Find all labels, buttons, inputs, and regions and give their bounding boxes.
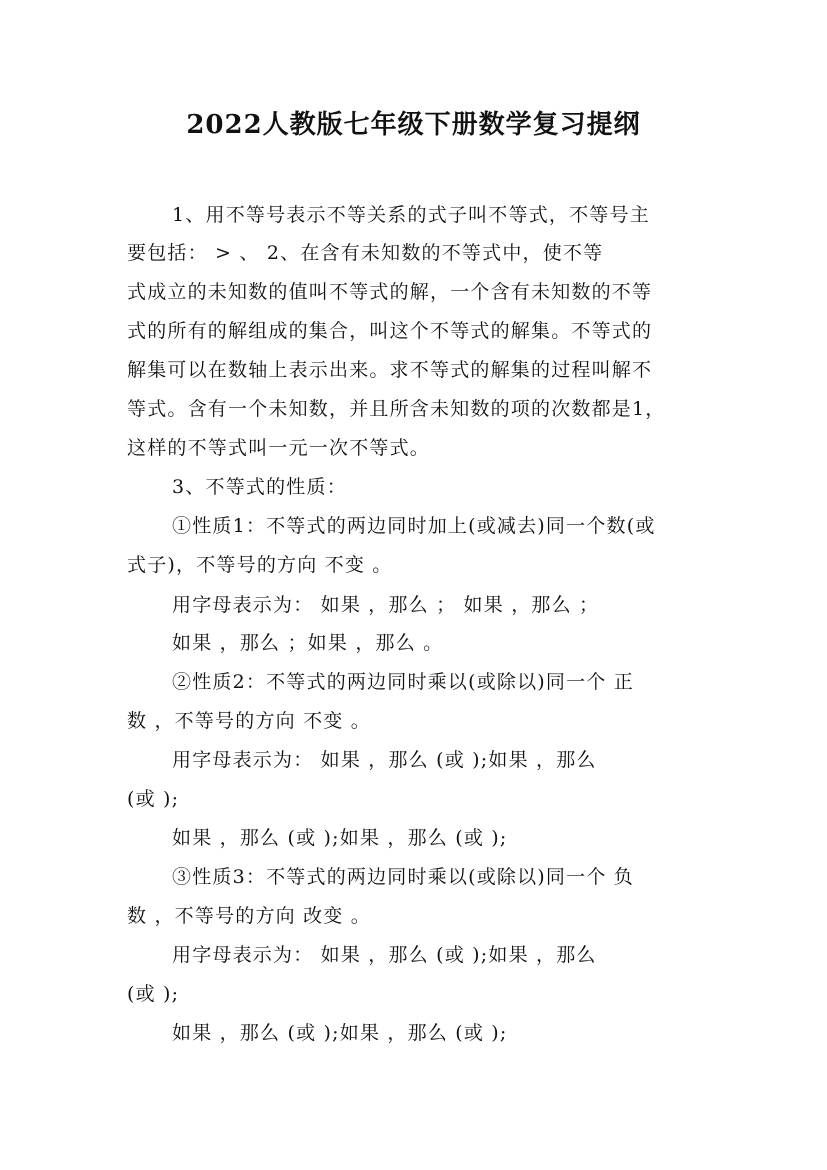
paragraph-line: 用字母表示为： 如果 ，那么 ； 如果 ，那么 ； xyxy=(172,594,600,616)
paragraph-line: (或 ); xyxy=(127,788,180,810)
paragraph-line: 式成立的未知数的值叫不等式的解，一个含有未知数的不等 xyxy=(127,281,653,303)
paragraph-line: 如果 ，那么 (或 );如果 ，那么 (或 ); xyxy=(172,1022,508,1044)
paragraph-line: 式的所有的解组成的集合，叫这个不等式的解集。不等式的 xyxy=(127,320,653,342)
paragraph-line: 这样的不等式叫一元一次不等式。 xyxy=(127,437,431,459)
paragraph-line: 用字母表示为： 如果 ，那么 (或 );如果 ，那么 xyxy=(172,944,597,966)
paragraph-line: ①性质1：不等式的两边同时加上(或减去)同一个数(或 xyxy=(172,515,656,537)
paragraph-line: 数 ，不等号的方向 不变 。 xyxy=(127,710,371,732)
paragraph-line: 式子)，不等号的方向 不变 。 xyxy=(127,554,393,576)
paragraph-line: 数 ，不等号的方向 改变 。 xyxy=(127,905,371,927)
paragraph-line: ②性质2：不等式的两边同时乘以(或除以)同一个 正 xyxy=(172,671,634,693)
paragraph-line: 如果 ，那么 ；如果 ，那么 。 xyxy=(172,632,444,654)
paragraph-line: 等式。含有一个未知数，并且所含未知数的项的次数都是1， xyxy=(127,398,666,420)
document-title: 2022人教版七年级下册数学复习提纲 xyxy=(186,110,641,140)
paragraph-line: (或 ); xyxy=(127,983,180,1005)
paragraph-line: 如果 ，那么 (或 );如果 ，那么 (或 ); xyxy=(172,827,508,849)
paragraph-line: ③性质3：不等式的两边同时乘以(或除以)同一个 负 xyxy=(172,866,634,888)
paragraph-line: 1、用不等号表示不等关系的式子叫不等式，不等号主 xyxy=(172,204,650,226)
section-heading: 3、不等式的性质： xyxy=(172,476,347,498)
paragraph-line: 解集可以在数轴上表示出来。求不等式的解集的过程叫解不 xyxy=(127,359,653,381)
paragraph-line: 要包括： > 、 2、在含有未知数的不等式中，使不等 xyxy=(127,242,604,264)
paragraph-line: 用字母表示为： 如果 ，那么 (或 );如果 ，那么 xyxy=(172,749,597,771)
